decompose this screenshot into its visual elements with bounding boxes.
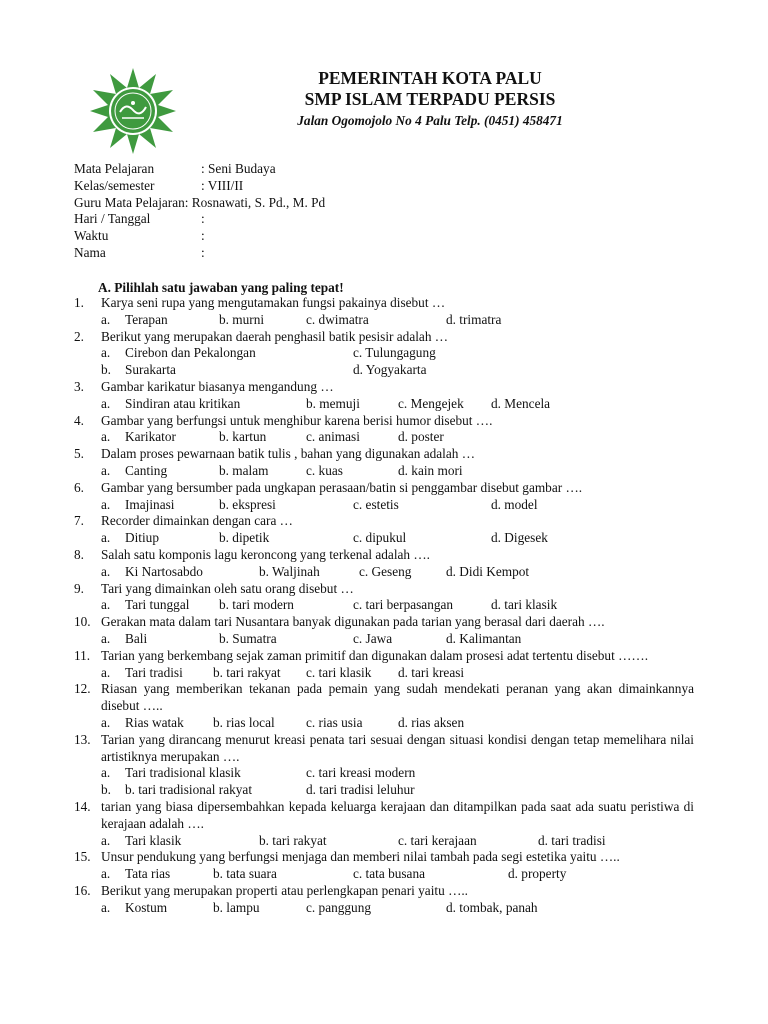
answer-option: Kostum bbox=[125, 899, 168, 915]
question-number: 9. bbox=[74, 580, 84, 596]
option-marker: a. bbox=[101, 462, 111, 478]
info-value: : Seni Budaya bbox=[201, 161, 276, 176]
answer-options bbox=[101, 900, 694, 917]
option-marker: a. bbox=[101, 395, 111, 411]
answer-option: d. property bbox=[508, 866, 567, 882]
letterhead bbox=[200, 68, 660, 129]
answer-option: Canting bbox=[125, 462, 168, 478]
question-item bbox=[74, 883, 694, 917]
answer-option: c. rias usia bbox=[306, 714, 363, 730]
question-item bbox=[74, 446, 694, 480]
option-marker: a. bbox=[101, 714, 111, 730]
info-label: Waktu bbox=[74, 228, 109, 244]
answer-option: d. trimatra bbox=[446, 311, 502, 327]
info-label: Hari / Tanggal bbox=[74, 211, 151, 227]
answer-option: c. dwimatra bbox=[306, 311, 369, 327]
answer-option: b. dipetik bbox=[219, 530, 270, 546]
answer-option: Imajinasi bbox=[125, 496, 175, 512]
answer-option: d. kain mori bbox=[398, 462, 463, 478]
answer-options bbox=[101, 665, 694, 682]
school-logo bbox=[88, 66, 178, 156]
question-item bbox=[74, 681, 694, 731]
answer-option: b. memuji bbox=[306, 395, 360, 411]
info-label: Nama bbox=[74, 244, 106, 260]
question-text: Berikut yang merupakan daerah penghasil batik pesisir adalah … bbox=[101, 328, 449, 344]
question-number: 8. bbox=[74, 546, 84, 562]
question-text: Gerakan mata dalam tari Nusantara banyak digunakan pada tarian yang berasal dari daerah …. bbox=[101, 614, 605, 630]
exam-info bbox=[74, 161, 325, 262]
answer-option: d. tari klasik bbox=[491, 597, 558, 613]
option-marker: a. bbox=[101, 496, 111, 512]
option-marker: a. bbox=[101, 597, 111, 613]
answer-option: Rias watak bbox=[125, 714, 184, 730]
answer-option: b. tari rakyat bbox=[213, 664, 281, 680]
answer-option: d. tombak, panah bbox=[446, 899, 538, 915]
answer-option: b. tari rakyat bbox=[259, 832, 327, 848]
question-text: Tarian yang dirancang menurut kreasi penata tari sesuai dengan situasi kondisi dengan tetap memelihara nilai artistiknya merupakan …. bbox=[101, 731, 694, 764]
section-title: A. Pilihlah satu jawaban yang paling tepat! bbox=[98, 280, 344, 295]
answer-option: d. tari kreasi bbox=[398, 664, 465, 680]
question-number: 1. bbox=[74, 295, 84, 310]
question-item bbox=[74, 732, 694, 799]
question-text: Gambar karikatur biasanya mengandung … bbox=[101, 378, 334, 394]
answer-option: Ditiup bbox=[125, 530, 159, 546]
question-number: 13. bbox=[74, 731, 91, 747]
info-label: Mata Pelajaran bbox=[74, 161, 155, 176]
answer-option: Bali bbox=[125, 630, 148, 646]
option-marker: a. bbox=[101, 765, 111, 781]
answer-options bbox=[101, 362, 694, 379]
answer-options bbox=[101, 715, 694, 732]
answer-options bbox=[101, 833, 694, 850]
question-number: 3. bbox=[74, 378, 84, 394]
answer-option: c. tari kerajaan bbox=[398, 832, 477, 848]
answer-option: b. kartun bbox=[219, 429, 267, 445]
answer-options bbox=[101, 345, 694, 362]
option-marker: a. bbox=[101, 530, 111, 546]
answer-option: d. model bbox=[491, 496, 538, 512]
question-text: Gambar yang bersumber pada ungkapan perasaan/batin si penggambar disebut gambar …. bbox=[101, 479, 583, 495]
answer-option: Tari klasik bbox=[125, 832, 182, 848]
answer-option: Cirebon dan Pekalongan bbox=[125, 345, 256, 361]
info-row bbox=[74, 195, 325, 212]
question-item bbox=[74, 295, 694, 329]
question-number: 16. bbox=[74, 882, 91, 898]
answer-option: b. tari modern bbox=[219, 597, 294, 613]
answer-option: c. dipukul bbox=[353, 530, 407, 546]
answer-option: b. malam bbox=[219, 462, 269, 478]
question-list bbox=[74, 295, 694, 916]
answer-option: c. tata busana bbox=[353, 866, 425, 882]
info-value: : VIII/II bbox=[201, 177, 244, 193]
answer-option: c. panggung bbox=[306, 899, 371, 915]
answer-option: b. tari tradisional rakyat bbox=[125, 782, 253, 798]
question-item bbox=[74, 329, 694, 379]
question-item bbox=[74, 614, 694, 648]
question-text: Dalam proses pewarnaan batik tulis , bahan yang digunakan adalah … bbox=[101, 446, 476, 462]
question-item bbox=[74, 379, 694, 413]
question-number: 12. bbox=[74, 681, 91, 697]
answer-options bbox=[101, 530, 694, 547]
question-item bbox=[74, 648, 694, 682]
answer-option: b. lampu bbox=[213, 899, 260, 915]
answer-options bbox=[101, 765, 694, 782]
question-text: Berikut yang merupakan properti atau perlengkapan penari yaitu ….. bbox=[101, 882, 469, 898]
option-marker: a. bbox=[101, 664, 111, 680]
answer-option: b. tata suara bbox=[213, 866, 277, 882]
option-marker: b. bbox=[101, 782, 111, 798]
info-label: Guru Mata Pelajaran: Rosnawati, S. Pd., M. Pd bbox=[74, 194, 326, 210]
question-number: 5. bbox=[74, 446, 84, 462]
answer-option: c. tari klasik bbox=[306, 664, 372, 680]
answer-option: b. rias local bbox=[213, 714, 275, 730]
school-address: Jalan Ogomojolo No 4 Palu Telp. (0451) 458471 bbox=[297, 113, 563, 128]
school-name: SMP ISLAM TERPADU PERSIS bbox=[304, 89, 556, 109]
question-item bbox=[74, 413, 694, 447]
answer-option: c. Geseng bbox=[359, 563, 412, 579]
option-marker: b. bbox=[101, 362, 111, 378]
question-item bbox=[74, 547, 694, 581]
answer-options bbox=[101, 463, 694, 480]
answer-option: Ki Nartosabdo bbox=[125, 563, 203, 579]
info-row bbox=[74, 161, 325, 178]
question-text: Gambar yang berfungsi untuk menghibur karena berisi humor disebut …. bbox=[101, 412, 493, 428]
question-number: 15. bbox=[74, 849, 91, 865]
answer-option: c. estetis bbox=[353, 496, 399, 512]
answer-option: d. Yogyakarta bbox=[353, 362, 427, 378]
persis-emblem-icon bbox=[88, 66, 178, 156]
answer-options bbox=[101, 564, 694, 581]
question-text: Tarian yang berkembang sejak zaman primitif dan digunakan dalam prosesi adat tertentu disebut ……. bbox=[101, 647, 649, 663]
info-row bbox=[74, 228, 325, 245]
info-value: : bbox=[201, 228, 205, 244]
government-title: PEMERINTAH KOTA PALU bbox=[318, 68, 542, 88]
answer-options bbox=[101, 497, 694, 514]
answer-option: Tata rias bbox=[125, 866, 171, 882]
answer-options bbox=[101, 429, 694, 446]
answer-option: d. Mencela bbox=[491, 395, 551, 411]
question-text: tarian yang biasa dipersembahkan kepada keluarga kerajaan dan ditampilkan pada saat ada suatu peristiwa di kerajaan adalah …. bbox=[101, 798, 694, 831]
answer-option: b. murni bbox=[219, 311, 265, 327]
answer-options bbox=[101, 597, 694, 614]
answer-option: d. Kalimantan bbox=[446, 630, 522, 646]
info-value: : bbox=[201, 211, 205, 227]
question-number: 10. bbox=[74, 614, 91, 630]
info-row bbox=[74, 178, 325, 195]
option-marker: a. bbox=[101, 866, 111, 882]
answer-option: Tari tradisional klasik bbox=[125, 765, 241, 781]
option-marker: a. bbox=[101, 563, 111, 579]
option-marker: a. bbox=[101, 899, 111, 915]
question-item bbox=[74, 799, 694, 849]
answer-option: c. Tulungagung bbox=[353, 345, 436, 361]
answer-option: c. tari berpasangan bbox=[353, 597, 454, 613]
answer-option: d. Digesek bbox=[491, 530, 548, 546]
answer-option: Tari tunggal bbox=[125, 597, 190, 613]
question-text: Recorder dimainkan dengan cara … bbox=[101, 513, 293, 529]
answer-option: Terapan bbox=[125, 311, 168, 327]
answer-option: c. kuas bbox=[306, 462, 343, 478]
answer-option: d. rias aksen bbox=[398, 714, 465, 730]
question-text: Salah satu komponis lagu keroncong yang terkenal adalah …. bbox=[101, 546, 431, 562]
question-number: 7. bbox=[74, 513, 84, 529]
info-label: Kelas/semester bbox=[74, 177, 155, 193]
question-number: 2. bbox=[74, 328, 84, 344]
question-number: 11. bbox=[74, 647, 91, 663]
question-item bbox=[74, 480, 694, 514]
question-text: Tari yang dimainkan oleh satu orang disebut … bbox=[101, 580, 354, 596]
answer-options bbox=[101, 312, 694, 329]
question-number: 6. bbox=[74, 479, 84, 495]
answer-option: d. tari tradisi leluhur bbox=[306, 782, 415, 798]
answer-options bbox=[101, 396, 694, 413]
info-value: : bbox=[201, 244, 205, 260]
answer-option: c. tari kreasi modern bbox=[306, 765, 416, 781]
option-marker: a. bbox=[101, 630, 111, 646]
answer-option: Surakarta bbox=[125, 362, 176, 378]
question-text: Riasan yang memberikan tekanan pada pemain yang sudah mendekati peranan yang akan dimainkannya disebut ….. bbox=[101, 681, 694, 714]
answer-option: b. Sumatra bbox=[219, 630, 277, 646]
option-marker: a. bbox=[101, 832, 111, 848]
answer-option: Tari tradisi bbox=[125, 664, 183, 680]
question-item bbox=[74, 849, 694, 883]
answer-option: c. Jawa bbox=[353, 630, 393, 646]
answer-option: d. Didi Kempot bbox=[446, 563, 530, 579]
question-text: Karya seni rupa yang mengutamakan fungsi pakainya disebut … bbox=[101, 295, 446, 310]
answer-option: d. tari tradisi bbox=[538, 832, 606, 848]
question-item bbox=[74, 513, 694, 547]
option-marker: a. bbox=[101, 311, 111, 327]
answer-option: c. Mengejek bbox=[398, 395, 464, 411]
info-row bbox=[74, 245, 325, 262]
answer-option: b. Waljinah bbox=[259, 563, 320, 579]
answer-options bbox=[101, 866, 694, 883]
info-row bbox=[74, 211, 325, 228]
answer-option: Sindiran atau kritikan bbox=[125, 395, 241, 411]
question-text: Unsur pendukung yang berfungsi menjaga dan memberi nilai tambah pada segi estetika yaitu ….. bbox=[101, 849, 620, 865]
answer-option: c. animasi bbox=[306, 429, 360, 445]
question-number: 4. bbox=[74, 412, 84, 428]
answer-options bbox=[101, 782, 694, 799]
question-item bbox=[74, 581, 694, 615]
answer-option: Karikator bbox=[125, 429, 176, 445]
answer-option: b. ekspresi bbox=[219, 496, 276, 512]
option-marker: a. bbox=[101, 429, 111, 445]
question-number: 14. bbox=[74, 798, 91, 814]
answer-options bbox=[101, 631, 694, 648]
option-marker: a. bbox=[101, 345, 111, 361]
answer-option: d. poster bbox=[398, 429, 444, 445]
